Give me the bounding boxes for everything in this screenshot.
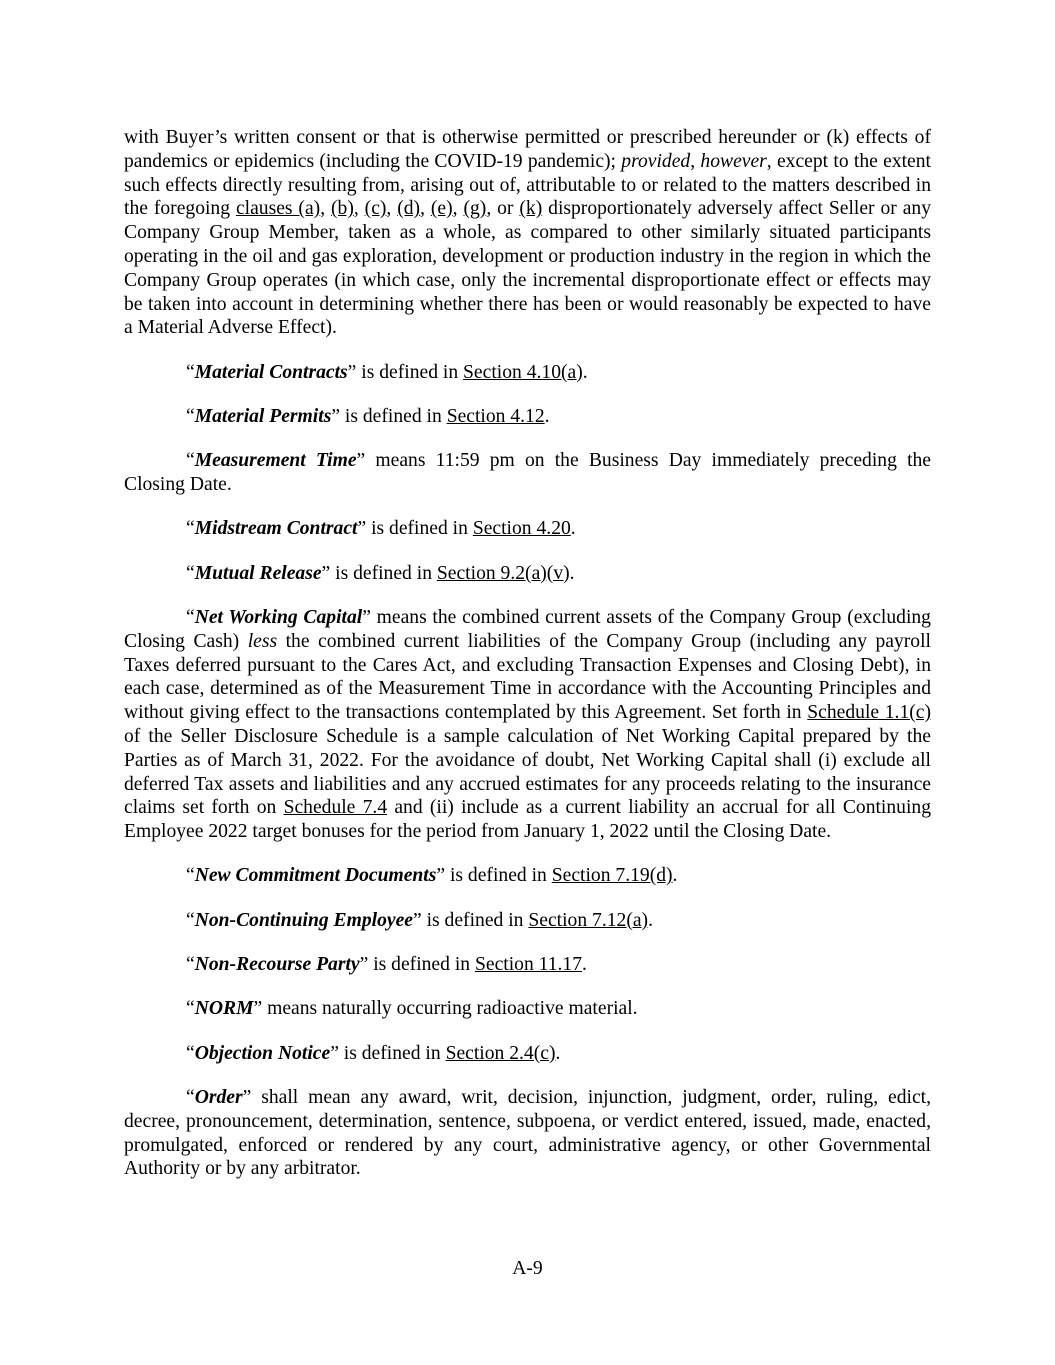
definition-material-permits: “Material Permits” is defined in Section 4.12. bbox=[186, 405, 550, 427]
ref-clause-a: clauses (a) bbox=[235, 198, 321, 220]
italic-provided: provided bbox=[621, 150, 691, 172]
definition-order: “Order” shall mean any award, writ, decision, injunction, judgment, order, ruling, edict, decree, pronouncement, determination, sentence, subpoena, or verdict entered, issued, made, enacted, promulgated, enforced or rendered by any court, administrative agency, or other Governmental Authority or by any arbitrator. bbox=[124, 1086, 931, 1180]
section-reference: Section 11.17 bbox=[474, 954, 582, 976]
definition-norm: “NORM” means naturally occurring radioactive material. bbox=[186, 998, 638, 1020]
italic-less: less bbox=[247, 630, 278, 652]
definition-non-recourse-party: “Non-Recourse Party” is defined in Section 11.17. bbox=[186, 954, 587, 976]
schedule-reference: Schedule 7.4 bbox=[283, 797, 388, 819]
defined-term: Material Permits bbox=[194, 405, 332, 427]
ref-clause-c: (c) bbox=[364, 198, 387, 220]
definition-mutual-release: “Mutual Release” is defined in Section 9.2(a)(v). bbox=[186, 562, 575, 584]
ref-clause-e: (e) bbox=[430, 198, 453, 220]
schedule-reference: Schedule 1.1(c) bbox=[807, 702, 931, 724]
defined-term: Material Contracts bbox=[194, 361, 348, 383]
defined-term: Net Working Capital bbox=[194, 606, 363, 628]
ref-clause-b: (b) bbox=[331, 198, 354, 220]
section-reference: Section 4.20 bbox=[472, 518, 571, 540]
document-body bbox=[124, 126, 931, 1181]
section-reference: Section 7.19(d) bbox=[551, 865, 673, 887]
paragraph-mae-continuation: with Buyer’s written consent or that is otherwise permitted or prescribed hereunder or (k) effects of pandemics or epidemics (including the COVID-19 pandemic); provided, however, except to the extent such effects directly resulting from, arising out of, attributable to or related to the matters described in the foregoing clauses (a), (b), (c), (d), (e), (g), or (k) disproportionately adversely affect Seller or any Company Group Member, taken as a whole, as compared to other similarly situated participants operating in the oil and gas exploration, development or production industry in the region in which the Company Group operates (in which case, only the incremental disproportionate effect or effects may be taken into account in determining whether there has been or would reasonably be expected to have a Material Adverse Effect). bbox=[124, 127, 931, 339]
definition-objection-notice: “Objection Notice” is defined in Section 2.4(c). bbox=[186, 1042, 561, 1064]
definition-material-contracts: “Material Contracts” is defined in Section 4.10(a). bbox=[186, 361, 588, 383]
definition-net-working-capital: “Net Working Capital” means the combined current assets of the Company Group (excluding Closing Cash) less the combined current liabilities of the Company Group (including any payroll Taxes deferred pursuant to the Cares Act, and excluding Transaction Expenses and Closing Debt), in each case, determined as of the Measurement Time in accordance with the Accounting Principles and without giving effect to the transactions contemplated by this Agreement. Set forth in Schedule 1.1(c) of the Seller Disclosure Schedule is a sample calculation of Net Working Capital prepared by the Parties as of March 31, 2022. For the avoidance of doubt, Net Working Capital shall (i) exclude all deferred Tax assets and liabilities and any accrued estimates for any proceeds relating to the insurance claims set forth on Schedule 7.4 and (ii) include as a current liability an accrual for all Continuing Employee 2022 target bonuses for the period from January 1, 2022 until the Closing Date. bbox=[124, 606, 932, 843]
defined-term: NORM bbox=[194, 998, 254, 1020]
defined-term: Mutual Release bbox=[194, 562, 322, 584]
defined-term: Measurement Time bbox=[194, 450, 357, 472]
defined-term: New Commitment Documents bbox=[194, 865, 437, 887]
definition-measurement-time: “Measurement Time” means 11:59 pm on the Business Day immediately preceding the Closing Date. bbox=[124, 450, 931, 496]
definition-midstream-contract: “Midstream Contract” is defined in Section 4.20. bbox=[186, 518, 576, 540]
section-reference: Section 4.12 bbox=[446, 405, 545, 427]
section-reference: Section 7.12(a) bbox=[528, 909, 649, 931]
defined-term: Order bbox=[194, 1086, 243, 1108]
ref-clause-g: (g) bbox=[463, 198, 487, 220]
section-reference: Section 2.4(c) bbox=[445, 1042, 556, 1064]
page-number: A-9 bbox=[512, 1258, 543, 1279]
ref-clause-d: (d) bbox=[397, 198, 421, 220]
definition-non-continuing-employee: “Non-Continuing Employee” is defined in Section 7.12(a). bbox=[186, 909, 653, 931]
italic-however: however bbox=[700, 150, 767, 172]
section-reference: Section 4.10(a) bbox=[463, 361, 583, 383]
defined-term: Non-Recourse Party bbox=[194, 954, 360, 976]
defined-term: Non-Continuing Employee bbox=[194, 909, 413, 931]
ref-clause-k: (k) bbox=[519, 198, 543, 220]
defined-term: Midstream Contract bbox=[194, 518, 358, 540]
defined-term: Objection Notice bbox=[194, 1042, 331, 1064]
section-reference: Section 9.2(a)(v) bbox=[436, 562, 570, 584]
definition-new-commitment-documents: “New Commitment Documents” is defined in Section 7.19(d). bbox=[186, 865, 678, 887]
